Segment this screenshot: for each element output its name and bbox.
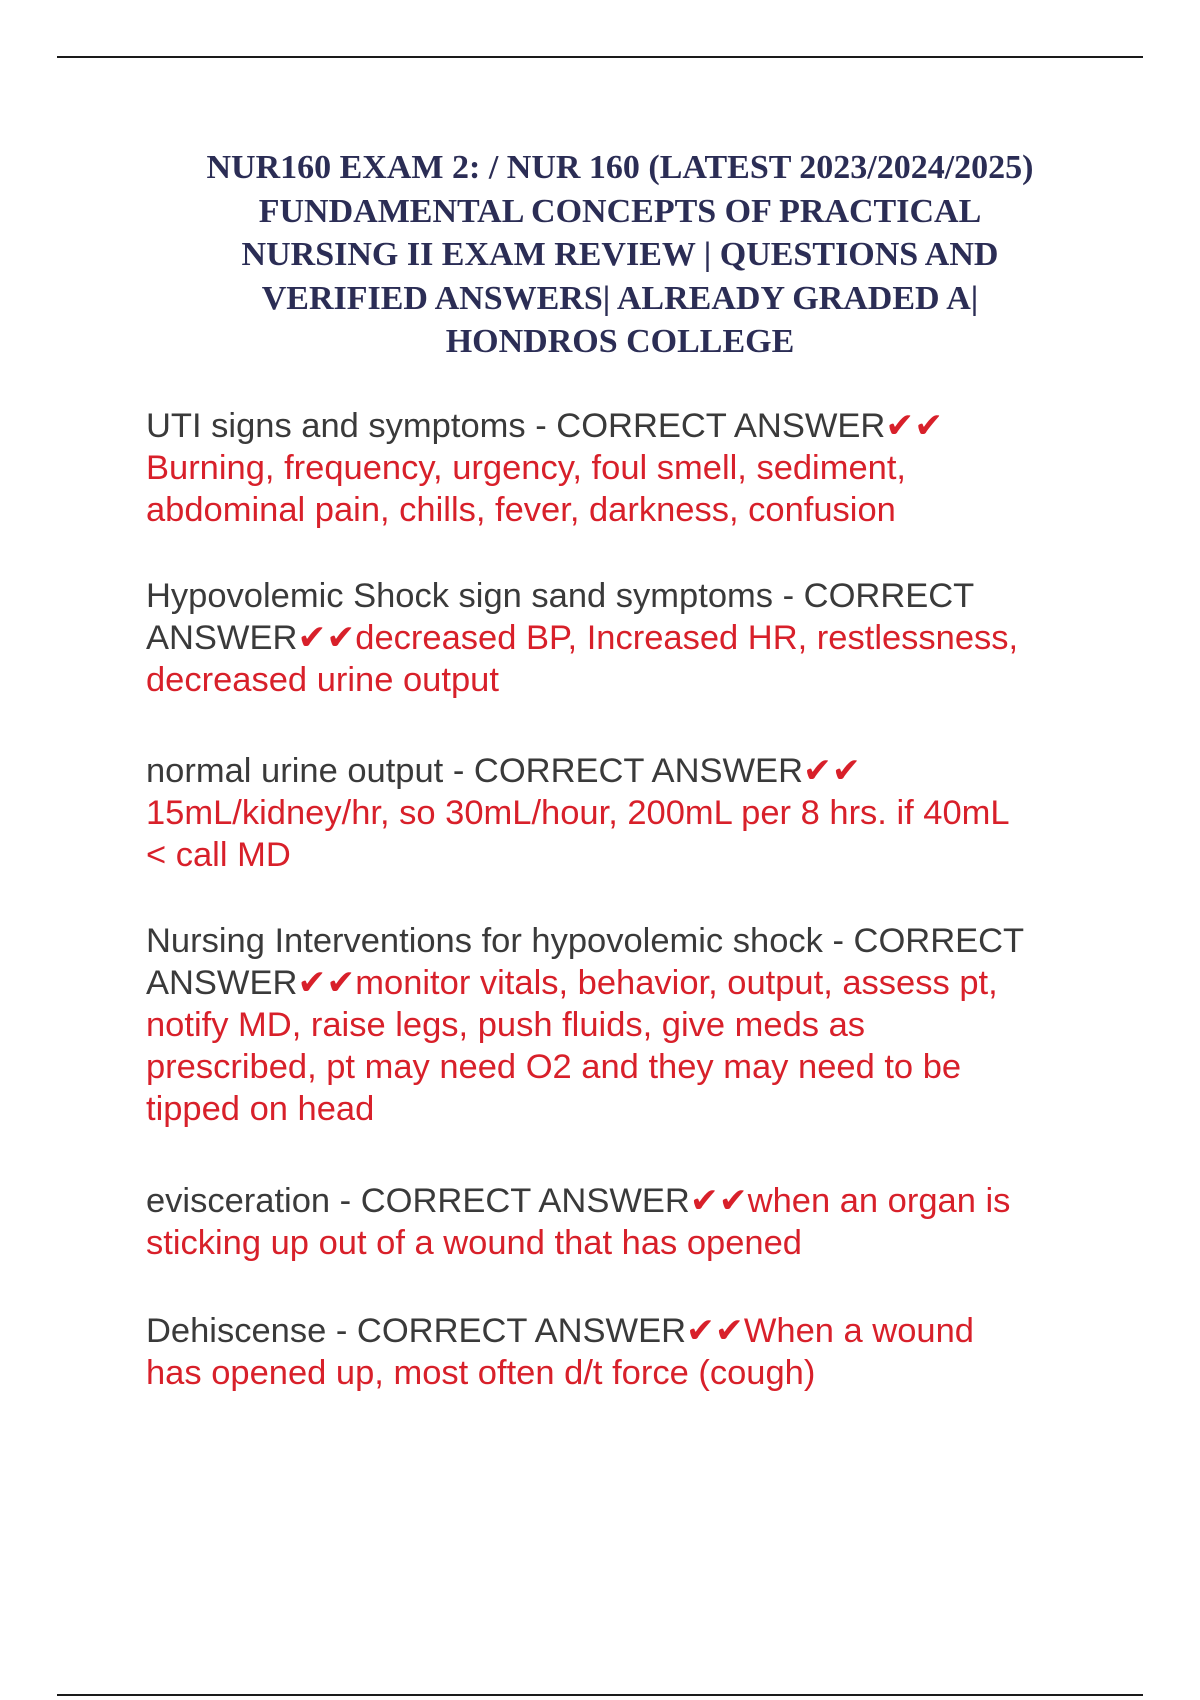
answer-text: Burning, frequency, urgency, foul smell, sediment, [146,449,907,487]
question-text: UTI signs and symptoms - CORRECT ANSWER [146,407,886,445]
answer-text: sticking up out of a wound that has opened [146,1224,802,1262]
answer-text: When a wound [743,1312,974,1350]
question-text: Nursing Interventions for hypovolemic shock - CORRECT [146,922,1025,960]
question-text: evisceration - CORRECT ANSWER [146,1182,690,1220]
answer-text: decreased BP, Increased HR, restlessness, [355,619,1019,657]
title-line: VERIFIED ANSWERS| ALREADY GRADED A| [261,279,979,317]
document-title [130,146,1110,364]
title-line: NURSING II EXAM REVIEW | QUESTIONS AND [241,236,999,273]
answer-text: monitor vitals, behavior, output, assess pt, [355,964,998,1002]
question-text: Hypovolemic Shock sign sand symptoms - CORRECT [146,577,975,615]
check-mark-icon: ✔✔ [802,752,861,790]
question-text: normal urine output - CORRECT ANSWER [146,752,803,790]
question-text: ANSWER [146,619,298,657]
answer-text: when an organ is [747,1182,1011,1220]
title-line: FUNDAMENTAL CONCEPTS OF PRACTICAL [258,192,982,230]
check-mark-icon: ✔✔ [686,1312,744,1350]
answer-text: has opened up, most often d/t force (cough) [146,1354,816,1392]
qa-item-nursing-interventions [146,920,1146,1130]
check-mark-icon: ✔✔ [885,407,944,445]
answer-text: notify MD, raise legs, push fluids, give meds as [146,1006,866,1044]
title-line: HONDROS COLLEGE [445,323,795,360]
answer-text: prescribed, pt may need O2 and they may need to be [146,1048,962,1086]
check-mark-icon: ✔✔ [297,619,356,657]
check-mark-icon: ✔✔ [689,1182,748,1220]
title-line: NUR160 EXAM 2: / NUR 160 (LATEST 2023/2024/2025) [206,149,1034,186]
qa-item-uti [146,405,1146,531]
answer-text: abdominal pain, chills, fever, darkness, confusion [146,491,896,529]
qa-item-urine-output [146,750,1146,876]
answer-text: decreased urine output [146,661,499,699]
question-text: ANSWER [146,964,298,1002]
bottom-rule [57,1694,1143,1696]
qa-item-dehiscense [146,1310,1146,1394]
answer-text: 15mL/kidney/hr, so 30mL/hour, 200mL per 8 hrs. if 40mL [146,794,1010,832]
top-rule [57,56,1143,58]
qa-item-evisceration [146,1180,1146,1264]
answer-text: < call MD [146,836,291,874]
answer-text: tipped on head [146,1090,375,1128]
question-text: Dehiscense - CORRECT ANSWER [146,1312,686,1350]
qa-item-hypovolemic-signs [146,575,1146,701]
check-mark-icon: ✔✔ [297,964,356,1002]
